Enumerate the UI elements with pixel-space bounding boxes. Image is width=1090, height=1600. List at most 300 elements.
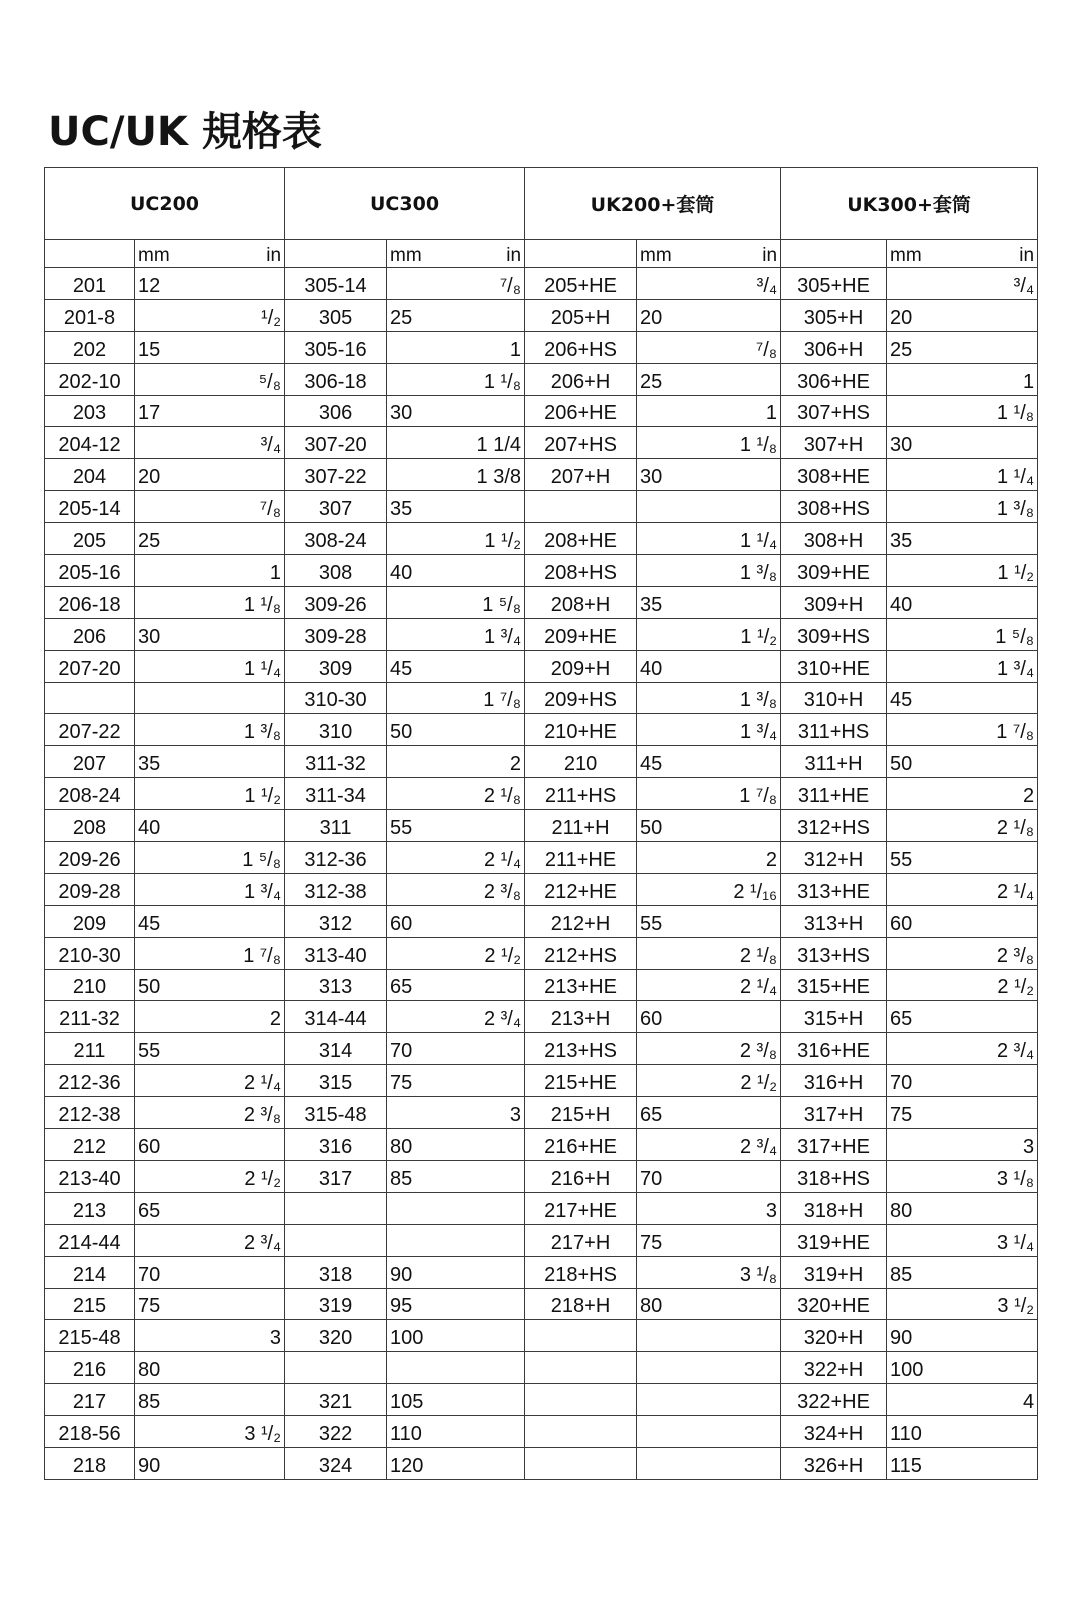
- uc200-inch-cell: ⁵/₈: [135, 363, 285, 395]
- table-row: [45, 1288, 1038, 1320]
- table-row: [45, 459, 1038, 491]
- uc300-inch-cell: 1 ⁵/₈: [387, 586, 525, 618]
- uk300-mm-cell: 100: [887, 1352, 1038, 1384]
- uk200-mm-cell: 80: [637, 1288, 781, 1320]
- uc200-model-cell: 207: [45, 746, 135, 778]
- uk300-model-cell: 309+HS: [781, 618, 887, 650]
- group-header-uc200: UC200: [45, 168, 285, 240]
- table-row: [45, 1416, 1038, 1448]
- uk300-inch-cell: 2 ¹/₈: [887, 810, 1038, 842]
- uc300-inch-cell: 1 1/4: [387, 427, 525, 459]
- uc300-model-cell: 311: [285, 810, 387, 842]
- table-row: [45, 491, 1038, 523]
- uc200-model-cell: 214: [45, 1256, 135, 1288]
- uc300-model-cell: 307-20: [285, 427, 387, 459]
- uk200-mm-cell: 60: [637, 1001, 781, 1033]
- uk200-model-cell: [525, 1447, 637, 1479]
- units-model-cell: [45, 240, 135, 268]
- uc200-mm-cell: 35: [135, 746, 285, 778]
- uk300-model-cell: 322+HE: [781, 1384, 887, 1416]
- uk300-mm-cell: 35: [887, 523, 1038, 555]
- uc200-mm-cell: 90: [135, 1447, 285, 1479]
- table-row: [45, 1033, 1038, 1065]
- uc300-inch-cell: 2: [387, 746, 525, 778]
- uk200-model-cell: 207+HS: [525, 427, 637, 459]
- unit-in-label: in: [266, 245, 282, 266]
- uk300-model-cell: 319+H: [781, 1256, 887, 1288]
- uk300-model-cell: 313+H: [781, 905, 887, 937]
- uk300-mm-cell: 40: [887, 586, 1038, 618]
- uk200-model-cell: 211+HE: [525, 842, 637, 874]
- uc200-inch-cell: 1 ¹/₄: [135, 650, 285, 682]
- uk200-inch-cell: 2 ³/₄: [637, 1129, 781, 1161]
- group-header-uk200: UK200+套筒: [525, 168, 781, 240]
- uk200-mm-cell: 65: [637, 1097, 781, 1129]
- uk300-mm-cell: 45: [887, 682, 1038, 714]
- uk300-model-cell: 320+H: [781, 1320, 887, 1352]
- uc200-model-cell: 218-56: [45, 1416, 135, 1448]
- uc300-mm-cell: 35: [387, 491, 525, 523]
- uc200-inch-cell: ³/₄: [135, 427, 285, 459]
- uc200-model-cell: 208-24: [45, 778, 135, 810]
- table-row: [45, 810, 1038, 842]
- uk200-model-cell: [525, 1384, 637, 1416]
- uk300-model-cell: 309+HE: [781, 555, 887, 587]
- units-cell: [387, 240, 525, 268]
- table-row: [45, 1065, 1038, 1097]
- uk300-model-cell: 308+H: [781, 523, 887, 555]
- uk200-model-cell: 205+H: [525, 299, 637, 331]
- uk300-model-cell: 318+H: [781, 1192, 887, 1224]
- uc300-model-cell: 324: [285, 1447, 387, 1479]
- uc300-model-cell: 313-40: [285, 937, 387, 969]
- uc300-model-cell: 307-22: [285, 459, 387, 491]
- uk300-model-cell: 310+HE: [781, 650, 887, 682]
- uk300-model-cell: 317+HE: [781, 1129, 887, 1161]
- uk200-model-cell: 218+H: [525, 1288, 637, 1320]
- table-row: [45, 1447, 1038, 1479]
- uk300-model-cell: 316+HE: [781, 1033, 887, 1065]
- uk200-model-cell: [525, 1320, 637, 1352]
- uk200-inch-cell: 1 ³/₈: [637, 555, 781, 587]
- uc200-model-cell: 208: [45, 810, 135, 842]
- uk300-model-cell: 320+HE: [781, 1288, 887, 1320]
- uc200-mm-cell: 25: [135, 523, 285, 555]
- uk300-inch-cell: 3: [887, 1129, 1038, 1161]
- uc200-mm-cell: 12: [135, 268, 285, 300]
- uc200-model-cell: 218: [45, 1447, 135, 1479]
- uk300-model-cell: 318+HS: [781, 1160, 887, 1192]
- uk300-model-cell: 311+HS: [781, 714, 887, 746]
- units-model-cell: [525, 240, 637, 268]
- uk300-inch-cell: 3 ¹/₂: [887, 1288, 1038, 1320]
- uk200-model-cell: 213+H: [525, 1001, 637, 1033]
- uk200-model-cell: 217+H: [525, 1224, 637, 1256]
- uc300-mm-cell: [387, 1224, 525, 1256]
- table-row: [45, 1097, 1038, 1129]
- uc200-mm-cell: 45: [135, 905, 285, 937]
- uk300-model-cell: 322+H: [781, 1352, 887, 1384]
- uk200-inch-cell: 3 ¹/₈: [637, 1256, 781, 1288]
- uk300-model-cell: 308+HS: [781, 491, 887, 523]
- uc200-inch-cell: 1 ³/₄: [135, 873, 285, 905]
- uc300-inch-cell: 2 ³/₈: [387, 873, 525, 905]
- units-cell: [135, 240, 285, 268]
- uc200-model-cell: 210-30: [45, 937, 135, 969]
- uk300-model-cell: 315+H: [781, 1001, 887, 1033]
- uc300-mm-cell: [387, 1192, 525, 1224]
- units-row: [45, 240, 1038, 268]
- uk300-model-cell: 307+H: [781, 427, 887, 459]
- uc300-inch-cell: 1 ¹/₂: [387, 523, 525, 555]
- uk300-inch-cell: 1 ⁵/₈: [887, 618, 1038, 650]
- uc200-model-cell: 215: [45, 1288, 135, 1320]
- uc200-inch-cell: ⁷/₈: [135, 491, 285, 523]
- uk300-model-cell: 308+HE: [781, 459, 887, 491]
- page-title: UC/UK 規格表: [48, 109, 322, 155]
- uk200-inch-cell: 2 ³/₈: [637, 1033, 781, 1065]
- uk200-mm-cell: 20: [637, 299, 781, 331]
- uk300-model-cell: 319+HE: [781, 1224, 887, 1256]
- uc200-model-cell: 217: [45, 1384, 135, 1416]
- uk300-mm-cell: 60: [887, 905, 1038, 937]
- uc200-inch-cell: 1 ⁵/₈: [135, 842, 285, 874]
- uk200-model-cell: 208+HS: [525, 555, 637, 587]
- uc300-inch-cell: 1 ¹/₈: [387, 363, 525, 395]
- units-cell: [887, 240, 1038, 268]
- uk300-mm-cell: 110: [887, 1416, 1038, 1448]
- uc300-inch-cell: 2 ¹/₄: [387, 842, 525, 874]
- uc300-model-cell: 316: [285, 1129, 387, 1161]
- uk200-model-cell: [525, 1416, 637, 1448]
- uc300-inch-cell: 3: [387, 1097, 525, 1129]
- uk300-inch-cell: 1 ³/₄: [887, 650, 1038, 682]
- uk200-model-cell: 215+HE: [525, 1065, 637, 1097]
- table-row: [45, 842, 1038, 874]
- uk300-model-cell: 312+H: [781, 842, 887, 874]
- uk200-inch-cell: 1 ⁷/₈: [637, 778, 781, 810]
- table-row: [45, 905, 1038, 937]
- uk300-model-cell: 307+HS: [781, 395, 887, 427]
- uc300-model-cell: 314: [285, 1033, 387, 1065]
- uk200-model-cell: 210+HE: [525, 714, 637, 746]
- uk200-mm-cell: 75: [637, 1224, 781, 1256]
- uc300-model-cell: [285, 1224, 387, 1256]
- uc300-inch-cell: 2 ¹/₈: [387, 778, 525, 810]
- uk200-mm-cell: 55: [637, 905, 781, 937]
- uc300-inch-cell: 1 ⁷/₈: [387, 682, 525, 714]
- uk300-mm-cell: 70: [887, 1065, 1038, 1097]
- units-cell: [637, 240, 781, 268]
- uk200-mm-cell: [637, 1416, 781, 1448]
- uc300-model-cell: 306: [285, 395, 387, 427]
- uc200-mm-cell: 40: [135, 810, 285, 842]
- uk300-mm-cell: 30: [887, 427, 1038, 459]
- uc200-mm-cell: 75: [135, 1288, 285, 1320]
- uc200-mm-cell: [135, 682, 285, 714]
- uc200-inch-cell: ¹/₂: [135, 299, 285, 331]
- uk300-model-cell: 306+HE: [781, 363, 887, 395]
- uc300-mm-cell: 90: [387, 1256, 525, 1288]
- uc200-model-cell: 202-10: [45, 363, 135, 395]
- spec-table-body: [45, 268, 1038, 1480]
- uc300-inch-cell: 2 ³/₄: [387, 1001, 525, 1033]
- table-row: [45, 1160, 1038, 1192]
- table-row: [45, 586, 1038, 618]
- uk300-inch-cell: 4: [887, 1384, 1038, 1416]
- uk200-inch-cell: 2 ¹/₂: [637, 1065, 781, 1097]
- unit-mm-label: mm: [138, 245, 170, 266]
- uc200-model-cell: 205-14: [45, 491, 135, 523]
- uc300-inch-cell: 1 ³/₄: [387, 618, 525, 650]
- uc200-mm-cell: 80: [135, 1352, 285, 1384]
- uk300-model-cell: 312+HS: [781, 810, 887, 842]
- table-row: [45, 1129, 1038, 1161]
- uc300-mm-cell: 95: [387, 1288, 525, 1320]
- uc300-model-cell: 306-18: [285, 363, 387, 395]
- uc300-model-cell: 305-14: [285, 268, 387, 300]
- table-row: [45, 937, 1038, 969]
- uc300-model-cell: 322: [285, 1416, 387, 1448]
- uc300-model-cell: 318: [285, 1256, 387, 1288]
- uc200-model-cell: 213: [45, 1192, 135, 1224]
- uk200-model-cell: 218+HS: [525, 1256, 637, 1288]
- uk200-mm-cell: 70: [637, 1160, 781, 1192]
- uk200-model-cell: 212+HE: [525, 873, 637, 905]
- uc300-mm-cell: 55: [387, 810, 525, 842]
- uc200-model-cell: 210: [45, 969, 135, 1001]
- uk200-model-cell: [525, 1352, 637, 1384]
- uc200-inch-cell: 2 ¹/₄: [135, 1065, 285, 1097]
- uc300-model-cell: 311-32: [285, 746, 387, 778]
- table-row: [45, 1001, 1038, 1033]
- uc300-model-cell: 312-38: [285, 873, 387, 905]
- uk300-inch-cell: 1 ¹/₄: [887, 459, 1038, 491]
- uc300-mm-cell: 40: [387, 555, 525, 587]
- uc200-mm-cell: 17: [135, 395, 285, 427]
- uk300-inch-cell: ³/₄: [887, 268, 1038, 300]
- uc300-mm-cell: 85: [387, 1160, 525, 1192]
- uc300-mm-cell: 60: [387, 905, 525, 937]
- group-header-uk300: UK300+套筒: [781, 168, 1038, 240]
- uk200-model-cell: 209+HE: [525, 618, 637, 650]
- uc300-model-cell: 310: [285, 714, 387, 746]
- uk300-model-cell: 305+HE: [781, 268, 887, 300]
- uk300-model-cell: 317+H: [781, 1097, 887, 1129]
- table-row: [45, 778, 1038, 810]
- uc300-model-cell: 309: [285, 650, 387, 682]
- uk300-model-cell: 306+H: [781, 331, 887, 363]
- uc200-inch-cell: 2 ³/₈: [135, 1097, 285, 1129]
- uk300-model-cell: 310+H: [781, 682, 887, 714]
- uc300-model-cell: 315: [285, 1065, 387, 1097]
- table-row: [45, 1192, 1038, 1224]
- uc300-mm-cell: 50: [387, 714, 525, 746]
- uk200-inch-cell: ⁷/₈: [637, 331, 781, 363]
- uc200-inch-cell: 2 ³/₄: [135, 1224, 285, 1256]
- uc300-mm-cell: 30: [387, 395, 525, 427]
- uk200-mm-cell: 40: [637, 650, 781, 682]
- table-row: [45, 969, 1038, 1001]
- uk200-mm-cell: 35: [637, 586, 781, 618]
- uk200-inch-cell: 2: [637, 842, 781, 874]
- table-row: [45, 1384, 1038, 1416]
- uk200-model-cell: 215+H: [525, 1097, 637, 1129]
- uk200-mm-cell: 50: [637, 810, 781, 842]
- uk200-model-cell: 211+H: [525, 810, 637, 842]
- uk200-model-cell: 207+H: [525, 459, 637, 491]
- uc300-mm-cell: 100: [387, 1320, 525, 1352]
- uk200-inch-cell: 1 ¹/₈: [637, 427, 781, 459]
- uk200-mm-cell: 25: [637, 363, 781, 395]
- uk300-inch-cell: 1 ⁷/₈: [887, 714, 1038, 746]
- uk300-model-cell: 316+H: [781, 1065, 887, 1097]
- unit-mm-label: mm: [890, 245, 922, 266]
- uk300-model-cell: 324+H: [781, 1416, 887, 1448]
- uc200-mm-cell: 65: [135, 1192, 285, 1224]
- table-row: [45, 395, 1038, 427]
- uc200-model-cell: 212-38: [45, 1097, 135, 1129]
- uk300-inch-cell: 3 ¹/₈: [887, 1160, 1038, 1192]
- uk200-model-cell: 206+HS: [525, 331, 637, 363]
- table-row: [45, 363, 1038, 395]
- uc300-mm-cell: 45: [387, 650, 525, 682]
- unit-mm-label: mm: [390, 245, 422, 266]
- uc300-inch-cell: 2 ¹/₂: [387, 937, 525, 969]
- uc300-model-cell: [285, 1352, 387, 1384]
- uc200-model-cell: 211-32: [45, 1001, 135, 1033]
- unit-in-label: in: [762, 245, 778, 266]
- uc300-model-cell: 305: [285, 299, 387, 331]
- uc300-model-cell: 315-48: [285, 1097, 387, 1129]
- uk200-model-cell: 213+HE: [525, 969, 637, 1001]
- uk300-mm-cell: 65: [887, 1001, 1038, 1033]
- uk200-inch-cell: 1 ³/₈: [637, 682, 781, 714]
- uk300-model-cell: 313+HS: [781, 937, 887, 969]
- uk300-inch-cell: 2 ³/₄: [887, 1033, 1038, 1065]
- table-row: [45, 299, 1038, 331]
- uk200-model-cell: [525, 491, 637, 523]
- uc300-mm-cell: 75: [387, 1065, 525, 1097]
- uk200-inch-cell: 1: [637, 395, 781, 427]
- uk200-inch-cell: 1 ¹/₄: [637, 523, 781, 555]
- uk300-inch-cell: 2 ¹/₂: [887, 969, 1038, 1001]
- unit-mm-label: mm: [640, 245, 672, 266]
- uc200-model-cell: 207-20: [45, 650, 135, 682]
- table-row: [45, 650, 1038, 682]
- uc300-model-cell: 314-44: [285, 1001, 387, 1033]
- uk300-inch-cell: 1: [887, 363, 1038, 395]
- uc200-model-cell: 214-44: [45, 1224, 135, 1256]
- uc300-inch-cell: ⁷/₈: [387, 268, 525, 300]
- uc200-mm-cell: 15: [135, 331, 285, 363]
- uc200-mm-cell: 55: [135, 1033, 285, 1065]
- uc200-model-cell: 209-28: [45, 873, 135, 905]
- uc300-model-cell: 308-24: [285, 523, 387, 555]
- uc200-inch-cell: 1 ³/₈: [135, 714, 285, 746]
- uk200-inch-cell: ³/₄: [637, 268, 781, 300]
- uc300-model-cell: 308: [285, 555, 387, 587]
- uk200-mm-cell: 30: [637, 459, 781, 491]
- uk200-model-cell: 212+H: [525, 905, 637, 937]
- uk200-mm-cell: 45: [637, 746, 781, 778]
- uk200-inch-cell: 2 ¹/₈: [637, 937, 781, 969]
- uk300-inch-cell: 1 ¹/₈: [887, 395, 1038, 427]
- uk200-model-cell: 206+H: [525, 363, 637, 395]
- uk200-inch-cell: 2 ¹/₄: [637, 969, 781, 1001]
- uc300-model-cell: 317: [285, 1160, 387, 1192]
- table-row: [45, 1320, 1038, 1352]
- uc300-inch-cell: 1: [387, 331, 525, 363]
- uk200-model-cell: 206+HE: [525, 395, 637, 427]
- uk300-inch-cell: 3 ¹/₄: [887, 1224, 1038, 1256]
- uk300-model-cell: 313+HE: [781, 873, 887, 905]
- uc300-mm-cell: 120: [387, 1447, 525, 1479]
- uc200-mm-cell: 85: [135, 1384, 285, 1416]
- group-header-uc300: UC300: [285, 168, 525, 240]
- uk200-model-cell: 209+HS: [525, 682, 637, 714]
- uk300-mm-cell: 90: [887, 1320, 1038, 1352]
- uk200-model-cell: 216+HE: [525, 1129, 637, 1161]
- uc300-model-cell: 310-30: [285, 682, 387, 714]
- table-row: [45, 873, 1038, 905]
- uk300-model-cell: 326+H: [781, 1447, 887, 1479]
- uc200-model-cell: 209-26: [45, 842, 135, 874]
- table-row: [45, 523, 1038, 555]
- uc200-model-cell: 212: [45, 1129, 135, 1161]
- uk200-mm-cell: [637, 1352, 781, 1384]
- uc300-mm-cell: 25: [387, 299, 525, 331]
- uc200-model-cell: 202: [45, 331, 135, 363]
- uc200-inch-cell: 1 ¹/₈: [135, 586, 285, 618]
- uc300-mm-cell: 110: [387, 1416, 525, 1448]
- uc200-model-cell: 201-8: [45, 299, 135, 331]
- uk200-model-cell: 205+HE: [525, 268, 637, 300]
- uc200-inch-cell: 3: [135, 1320, 285, 1352]
- table-row: [45, 682, 1038, 714]
- table-row: [45, 268, 1038, 300]
- table-row: [45, 618, 1038, 650]
- uc200-inch-cell: 3 ¹/₂: [135, 1416, 285, 1448]
- uc200-model-cell: 201: [45, 268, 135, 300]
- uc200-model-cell: 216: [45, 1352, 135, 1384]
- uc300-model-cell: 313: [285, 969, 387, 1001]
- uc300-model-cell: 312: [285, 905, 387, 937]
- uk200-model-cell: 216+H: [525, 1160, 637, 1192]
- table-row: [45, 555, 1038, 587]
- uk300-model-cell: 311+H: [781, 746, 887, 778]
- uc300-model-cell: 307: [285, 491, 387, 523]
- uk300-model-cell: 309+H: [781, 586, 887, 618]
- uc200-inch-cell: 1: [135, 555, 285, 587]
- uk300-mm-cell: 50: [887, 746, 1038, 778]
- uc300-mm-cell: 105: [387, 1384, 525, 1416]
- uc200-mm-cell: 20: [135, 459, 285, 491]
- uc200-model-cell: 205-16: [45, 555, 135, 587]
- uc300-model-cell: 309-28: [285, 618, 387, 650]
- units-model-cell: [781, 240, 887, 268]
- uk300-model-cell: 311+HE: [781, 778, 887, 810]
- uc300-model-cell: 319: [285, 1288, 387, 1320]
- uc200-model-cell: 205: [45, 523, 135, 555]
- uk300-mm-cell: 25: [887, 331, 1038, 363]
- uc200-inch-cell: 1 ⁷/₈: [135, 937, 285, 969]
- uc200-model-cell: [45, 682, 135, 714]
- unit-in-label: in: [506, 245, 522, 266]
- uk300-model-cell: 315+HE: [781, 969, 887, 1001]
- uk300-mm-cell: 85: [887, 1256, 1038, 1288]
- uk200-model-cell: 211+HS: [525, 778, 637, 810]
